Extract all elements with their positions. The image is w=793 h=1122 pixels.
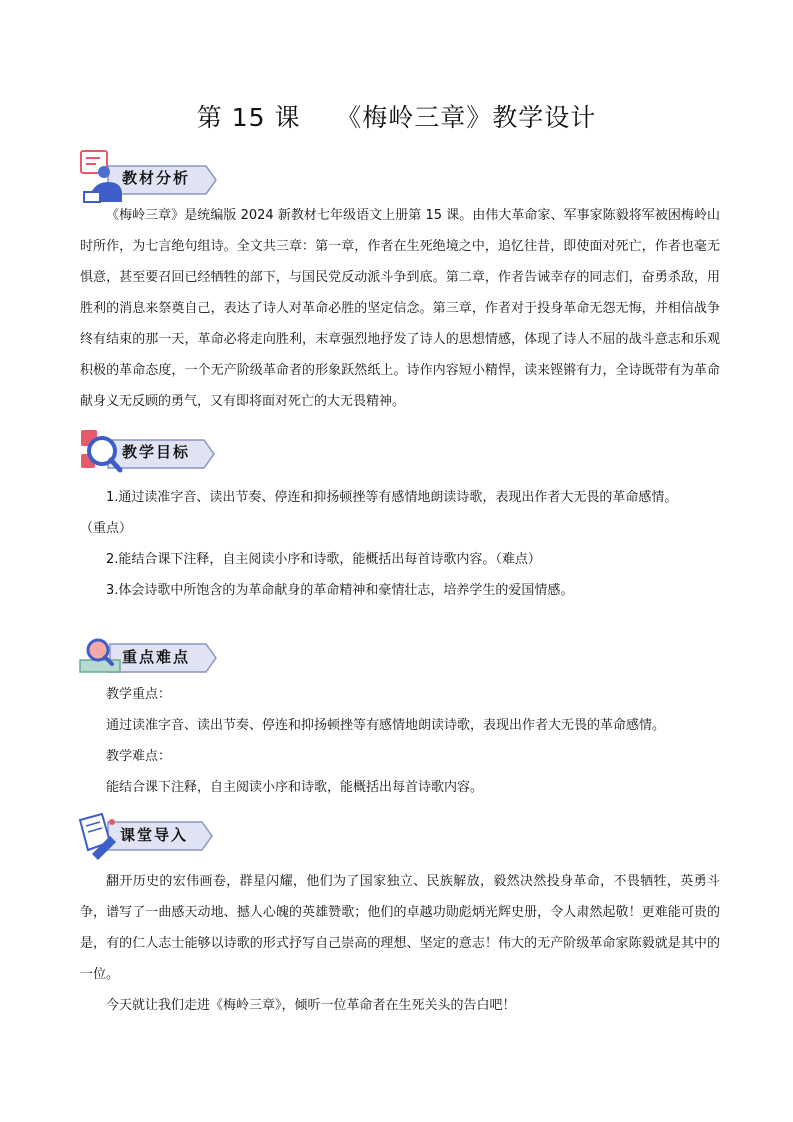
intro-paragraph-1: 翻开历史的宏伟画卷，群星闪耀，他们为了国家独立、民族解放，毅然决然投身革命，不畏牺牲，英勇斗争，谱写了一曲感天动地、撼人心魄的英雄赞歌；他们的卓越功勋彪炳光辉史册，令人肃然起敬！更难能可贵的是，有的仁人志士能够以诗歌的形式抒写自己崇高的理想、坚定的意志！伟大的无产阶级革命家陈毅就是其中的一位。 — [80, 874, 720, 982]
goal-item-2: 2.能结合课下注释，自主阅读小序和诗歌，能概括出每首诗歌内容。（难点） — [106, 552, 541, 567]
goal-item-1-note: （重点） — [80, 521, 133, 536]
difficulty-text: 能结合课下注释，自主阅读小序和诗歌，能概括出每首诗歌内容。 — [106, 780, 484, 795]
section-label-analysis: 教材分析 — [122, 169, 191, 187]
section-badge-goals — [78, 424, 228, 484]
section-label-keypoints: 重点难点 — [122, 648, 191, 666]
difficulty-title: 教学难点： — [106, 749, 172, 764]
key-title: 教学重点： — [106, 687, 172, 702]
section-badge-analysis — [78, 148, 228, 208]
key-text: 通过读准字音、读出节奏、停连和抑扬顿挫等有感情地朗读诗歌，表现出作者大无畏的革命感情。 — [106, 718, 666, 733]
analysis-paragraph: 《梅岭三章》是统编版 2024 新教材七年级语文上册第 15 课。由伟大革命家、军事家陈毅将军被困梅岭山时所作，为七言绝句组诗。全文共三章：第一章，作者在生死绝境之中，追忆往昔，即使面对死亡，作者也毫无惧意，甚至要召回已经牺牲的部下，与国民党反动派斗争到底。第二章，作者告诫幸存的同志们，奋勇杀敌，用胜利的消息来祭奠自己，表达了诗人对革命必胜的坚定信念。第三章，作者对于投身革命无怨无悔，并相信战争终有结束的那一天，革命必将走向胜利，末章强烈地抒发了诗人的思想情感，体现了诗人不屈的战斗意志和乐观积极的革命态度，一个无产阶级革命者的形象跃然纸上。诗作内容短小精悍，读来铿锵有力，全诗既带有为革命献身义无反顾的勇气，又有即将面对死亡的大无畏精神。 — [80, 208, 720, 409]
goal-item-1: 1.通过读准字音、读出节奏、停连和抑扬顿挫等有感情地朗读诗歌，表现出作者大无畏的革命感情。 — [106, 490, 678, 505]
section-badge-intro — [76, 810, 226, 870]
goal-item-3: 3.体会诗歌中所饱含的为革命献身的革命精神和豪情壮志，培养学生的爱国情感。 — [106, 583, 574, 598]
section-label-intro: 课堂导入 — [120, 826, 189, 844]
page-title: 第 15 课 《梅岭三章》教学设计 — [196, 103, 597, 132]
intro-paragraph-2: 今天就让我们走进《梅岭三章》，倾听一位革命者在生死关头的告白吧！ — [106, 998, 516, 1013]
section-label-goals: 教学目标 — [122, 443, 191, 461]
